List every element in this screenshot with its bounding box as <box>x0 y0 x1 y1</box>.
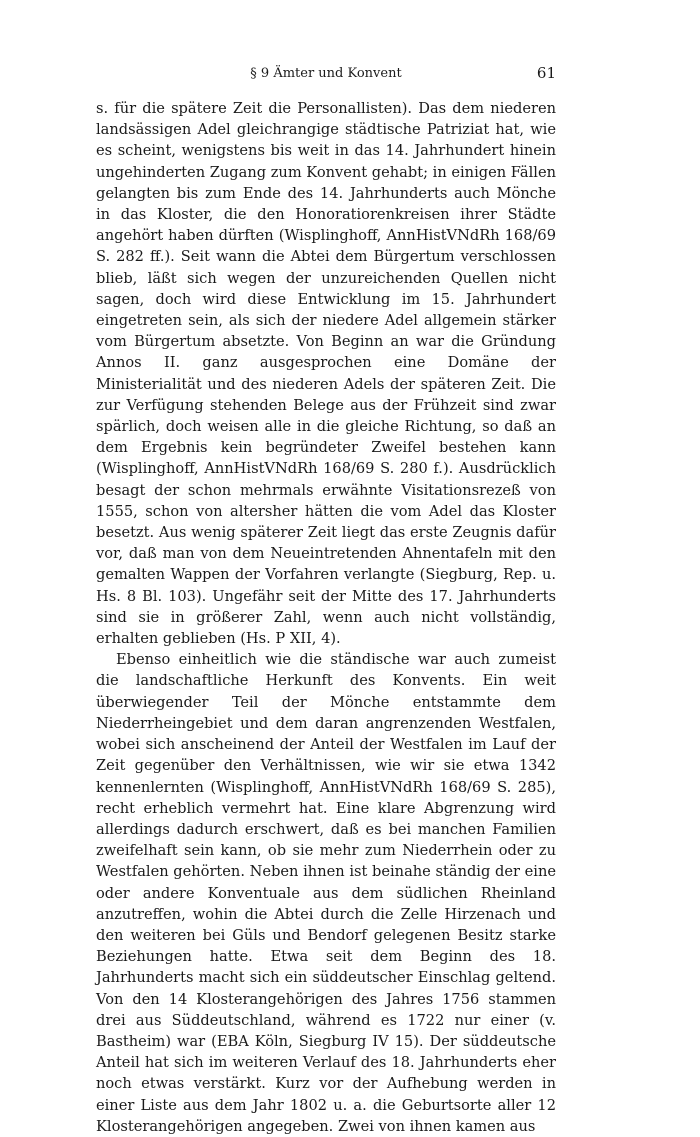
paragraph-2: Ebenso einheitlich wie die ständische war auch zumeist die landschaftliche Herkunft des Konvents. Ein weit überwiegender Teil der Mönche entstammte dem Niederrheingebiet und dem daran angrenzenden Westfalen, wobei sich anscheinend der Anteil der Westfalen im Lauf der Zeit gegenüber den Verhältnissen, wie wir sie etwa 1342 kennenlernten (Wisplinghoff, AnnHistVNdRh 168/69 S. 285), recht erheblich vermehrt hat. Eine klare Abgrenzung wird allerdings dadurch erschwert, daß es bei manchen Familien zweifelhaft sein kann, ob sie mehr zum Niederrhein oder zu Westfalen gehörten. Neben ihnen ist beinahe ständig der eine oder andere Konventuale aus dem südlichen Rheinland anzutreffen, wohin die Abtei durch die Zelle Hirzenach und den weiteren bei Güls und Bendorf gelegenen Besitz starke Beziehungen hatte. Etwa seit dem Beginn des 18. Jahrhunderts macht sich ein süddeutscher Einschlag geltend. Von den 14 Klosterangehörigen des Jahres 1756 stammen drei aus Süddeutschland, während es 1722 nur einer (v. Bastheim) war (EBA Köln, Siegburg IV 15). Der süddeutsche Anteil hat sich im weiteren Verlauf des 18. Jahrhunderts eher noch etwas verstärkt. Kurz vor der Aufhebung werden in einer Liste aus dem Jahr 1802 u. a. die Geburtsorte aller 12 Klosterangehörigen angegeben. Zwei von ihnen kamen aus <box>96 651 556 1135</box>
page-number: 61 <box>536 64 556 82</box>
body-text <box>96 98 556 1137</box>
running-head <box>96 58 556 82</box>
paragraph-1: s. für die spätere Zeit die Personallisten). Das dem niederen landsässigen Adel gleichrangige städtische Patriziat hat, wie es scheint, wenigstens bis weit in das 14. Jahrhundert hinein ungehinderten Zugang zum Konvent gehabt; in einigen Fällen gelangten bis zum Ende des 14. Jahrhunderts auch Mönche in das Kloster, die den Honoratiorenkreisen ihrer Städte angehört haben dürften (Wisplinghoff, AnnHistVNdRh 168/69 S. 282 ff.). Seit wann die Abtei dem Bürgertum verschlossen blieb, läßt sich wegen der unzureichenden Quellen nicht sagen, doch wird diese Entwicklung im 15. Jahrhundert eingetreten sein, als sich der niedere Adel allgemein stärker vom Bürgertum absetzte. Von Beginn an war die Gründung Annos II. ganz ausgesprochen eine Domäne der Ministerialität und des niederen Adels der späteren Zeit. Die zur Verfügung stehenden Belege aus der Frühzeit sind zwar spärlich, doch weisen alle in die gleiche Richtung, so daß an dem Ergebnis kein begründeter Zweifel bestehen kann (Wisplinghoff, AnnHistVNdRh 168/69 S. 280 f.). Ausdrücklich besagt der schon mehrmals erwähnte Visitationsrezeß von 1555, schon von altersher hätten die vom Adel das Kloster besetzt. Aus wenig späterer Zeit liegt das erste Zeugnis dafür vor, daß man von dem Neueintretenden Ahnentafeln mit den gemalten Wappen der Vorfahren verlangte (Siegburg, Rep. u. Hs. 8 Bl. 103). Ungefähr seit der Mitte des 17. Jahrhunderts sind sie in größerer Zahl, wenn auch nicht vollständig, erhalten geblieben (Hs. P XII, 4). <box>96 100 556 648</box>
running-title: § 9 Ämter und Konvent <box>250 66 402 81</box>
book-page <box>96 58 556 1137</box>
